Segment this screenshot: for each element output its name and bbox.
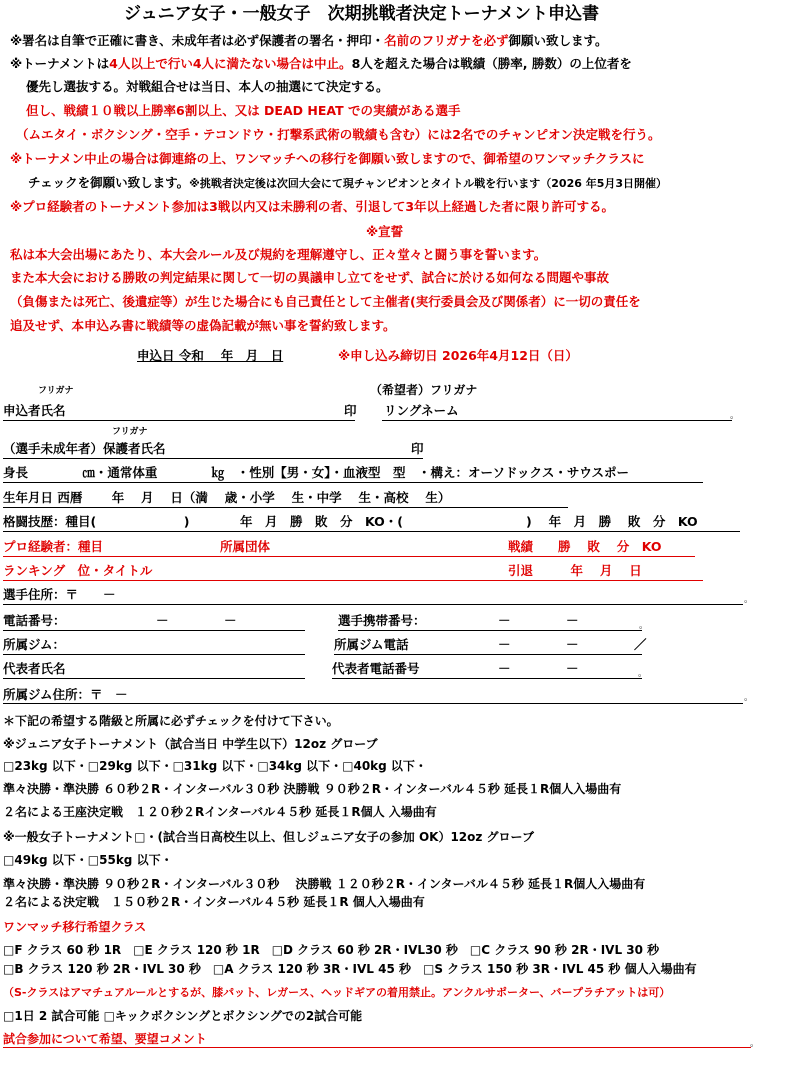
oath-line-3: （負傷または死亡、後遺症等）が生じた場合にも自己責任として主催者(実行委員会及び関係者）に一切の責任を	[10, 294, 641, 309]
application-date: 申込日 令和 年 月 日	[137, 348, 284, 363]
guardian-name-label: （選手未成年者）保護者氏名	[3, 441, 166, 456]
ranking-label: ランキング 位・タイトル	[3, 563, 153, 578]
ringname-end-mark: 。	[730, 411, 740, 421]
gym-field[interactable]	[3, 654, 305, 655]
junior-weight-classes[interactable]: □23kg 以下・□29kg 以下・□31kg 以下・□34kg 以下・□40kg 以下・	[3, 759, 427, 773]
note-tournament-text: ※トーナメントは	[10, 56, 110, 71]
rep-name-label: 代表者氏名	[3, 661, 66, 676]
birth-date-field[interactable]	[3, 507, 568, 508]
general-heading[interactable]: ※一般女子トーナメント□・(試合当日高校生以上、但しジュニア女子の参加 OK）12oz グローブ	[3, 830, 534, 844]
martial-record-second: ) 年 月 勝 敗 分 KO	[526, 514, 698, 529]
gym-phone-label: 所属ジム電話	[334, 637, 409, 652]
general-weight-classes[interactable]: □49kg 以下・□55kg 以下・	[3, 853, 173, 867]
guardian-furigana-label: フリガナ	[112, 427, 148, 437]
mobile-dash-1: －	[498, 613, 511, 628]
gym-phone-dash-2: －	[566, 637, 579, 652]
onematch-heading: ワンマッチ移行希望クラス	[3, 920, 147, 934]
retire-label: 引退 年 月 日	[508, 563, 642, 578]
note-min-players: 4人以上で行い4人に満たない場合は中止。	[109, 56, 352, 71]
body-info-field[interactable]	[3, 482, 703, 483]
oath-heading: ※宣誓	[366, 224, 404, 239]
match-options[interactable]: □1日 2 試合可能 □キックボクシングとボクシングでの2試合可能	[3, 1009, 363, 1023]
general-rules-2: ２名による決定戦 １５０秒２R・インターバル４５秒 延長１R 個人入場曲有	[3, 895, 425, 909]
applicant-name-field[interactable]	[3, 420, 355, 421]
note-signature-end: 御願い致します。	[508, 33, 608, 48]
rep-phone-dash-1: －	[498, 661, 511, 676]
comment-label: 試合参加について希望、要望コメント	[3, 1032, 207, 1046]
oath-line-1: 私は本大会出場にあたり、本大会ルール及び規約を理解遵守し、正々堂々と闘う事を誓います。	[10, 247, 547, 262]
gym-phone-field[interactable]	[334, 654, 642, 655]
junior-heading: ※ジュニア女子トーナメント（試合当日 中学生以下）12oz グローブ	[3, 737, 378, 751]
gym-address-label: 所属ジム住所：〒 －	[3, 687, 128, 702]
ringname-field[interactable]	[382, 420, 732, 421]
guardian-seal-mark: 印	[411, 441, 424, 456]
pro-organization-label: 所属団体	[220, 539, 271, 554]
pro-experience-label: プロ経験者：種目	[3, 539, 104, 554]
phone-field[interactable]	[3, 630, 305, 631]
address-field[interactable]	[3, 604, 743, 605]
deadline: ※申し込み締切日 2026年4月12日（日）	[338, 348, 578, 363]
martial-record-first: 年 月 勝 敗 分 KO・(	[240, 514, 403, 529]
mobile-field[interactable]	[338, 630, 642, 631]
note-title-match: ※挑戦者決定後は次回大会にて現チャンピオンとタイトル戦を行います（2026 年5月3日開催）	[189, 177, 668, 190]
seal-mark: 印	[344, 403, 357, 418]
ringname-label: リングネーム	[384, 403, 459, 418]
mobile-label: 選手携帯番号：	[338, 613, 426, 628]
junior-rules-1: 準々決勝・準決勝 ６０秒２R・インターバル３０秒 決勝戦 ９０秒２R・インターバル４５秒 延長１R個人入場曲有	[3, 782, 622, 796]
general-rules-1: 準々決勝・準決勝 ９０秒２R・インターバル３０秒 決勝戦 １２０秒２R・インターバル４５秒 延長１R個人入場曲有	[3, 877, 646, 891]
note-over-eight: 8人を超えた場合は戦績（勝率, 勝数）の上位者を	[351, 56, 632, 71]
phone-dash-2: －	[224, 613, 237, 628]
phone-dash-1: －	[156, 613, 169, 628]
onematch-classes-2[interactable]: □B クラス 120 秒 2R・IVL 30 秒 □A クラス 120 秒 3R・IVL 45 秒 □S クラス 150 秒 3R・IVL 45 秒 個人入場曲有	[3, 962, 697, 976]
applicant-name-label: 申込者氏名	[3, 403, 66, 418]
gym-label: 所属ジム：	[3, 637, 66, 652]
note-cancel: ※トーナメン中止の場合は御連絡の上、ワンマッチへの移行を御願い致しますので、御希望のワンマッチクラスに	[10, 151, 645, 166]
pro-record-label: 戦績 勝 敗 分 KO	[508, 539, 662, 554]
rep-phone-end-mark: 。	[638, 669, 648, 679]
furigana-label: フリガナ	[38, 386, 74, 396]
mobile-dash-2: －	[566, 613, 579, 628]
ringname-furigana-label: （希望者）フリガナ	[370, 383, 478, 397]
note-tournament	[10, 58, 632, 71]
ranking-field[interactable]	[3, 580, 703, 581]
note-signature	[10, 35, 608, 48]
note-check	[28, 177, 667, 190]
pro-experience-field[interactable]	[3, 556, 695, 557]
comment-end-mark: 。	[750, 1039, 760, 1049]
address-end-mark: 。	[744, 595, 754, 605]
note-champion-match: （ムエタイ・ボクシング・空手・テコンドウ・打撃系武術の戦績も含む）には2名でのチャンピオン決定戦を行う。	[16, 127, 661, 142]
s-class-note: （S-クラスはアマチュアルールとするが、膝パット、レガース、ヘッドギアの着用禁止。アンクルサポーター、バープラチアットは可）	[3, 986, 671, 999]
note-selection: 優先し選抜する。対戦組合せは当日、本人の抽選にて決定する。	[26, 79, 389, 94]
gym-address-field[interactable]	[3, 703, 743, 704]
note-champion-condition: 但し、戦績１０戦以上勝率6割以上、又は DEAD HEAT での実績がある選手	[26, 103, 461, 118]
rep-phone-label: 代表者電話番号	[332, 661, 420, 676]
oath-line-4: 追及せず、本申込み書に戦績等の虚偽記載が無い事を誓約致します。	[10, 318, 396, 333]
gym-address-end-mark: 。	[744, 693, 754, 703]
note-furigana-required: 名前のフリガナを必ず	[384, 33, 509, 48]
class-instruction: ＊下記の希望する階級と所属に必ずチェックを付けて下さい。	[3, 714, 339, 728]
phone-label: 電話番号：	[3, 613, 66, 628]
onematch-classes-1[interactable]: □F クラス 60 秒 1R □E クラス 120 秒 1R □D クラス 60 秒 2R・IVL30 秒 □C クラス 90 秒 2R・IVL 30 秒	[3, 943, 660, 957]
note-signature-text: ※署名は自筆で正確に書き、未成年者は必ず保護者の署名・押印・	[10, 33, 385, 48]
note-check-text: チェックを御願い致します。	[28, 175, 190, 190]
guardian-name-field[interactable]	[3, 458, 423, 459]
rep-phone-field[interactable]	[332, 678, 642, 679]
mobile-end-mark: 。	[639, 621, 649, 631]
comment-field[interactable]	[3, 1047, 751, 1048]
body-info-row: 身長 ㎝・通常体重 ㎏ ・性別【男・女】・血液型 型 ・構え：オーソドックス・サウスポー	[3, 465, 629, 480]
oath-line-2: また本大会における勝敗の判定結果に関して一切の異議申し立てをせず、試合に於ける如何なる問題や事故	[10, 270, 610, 285]
junior-rules-2: ２名による王座決定戦 １２０秒２Rインターバル４５秒 延長１R個人 入場曲有	[3, 805, 437, 819]
martial-record-type: 格闘技歴：種目( )	[3, 514, 190, 529]
note-pro: ※プロ経験者のトーナメント参加は3戦以内又は未勝利の者、引退して3年以上経過した者に限り許可する。	[10, 199, 615, 214]
rep-name-field[interactable]	[3, 678, 305, 679]
page-title: ジュニア女子・一般女子 次期挑戦者決定トーナメント申込書	[124, 4, 599, 24]
gym-phone-slash: ／	[634, 637, 647, 652]
birth-date-row: 生年月日 西暦 年 月 日（満 歳・小学 生・中学 生・高校 生）	[3, 490, 451, 505]
address-label: 選手住所：〒 －	[3, 587, 116, 602]
rep-phone-dash-2: －	[566, 661, 579, 676]
gym-phone-dash-1: －	[498, 637, 511, 652]
martial-record-field[interactable]	[3, 531, 740, 532]
